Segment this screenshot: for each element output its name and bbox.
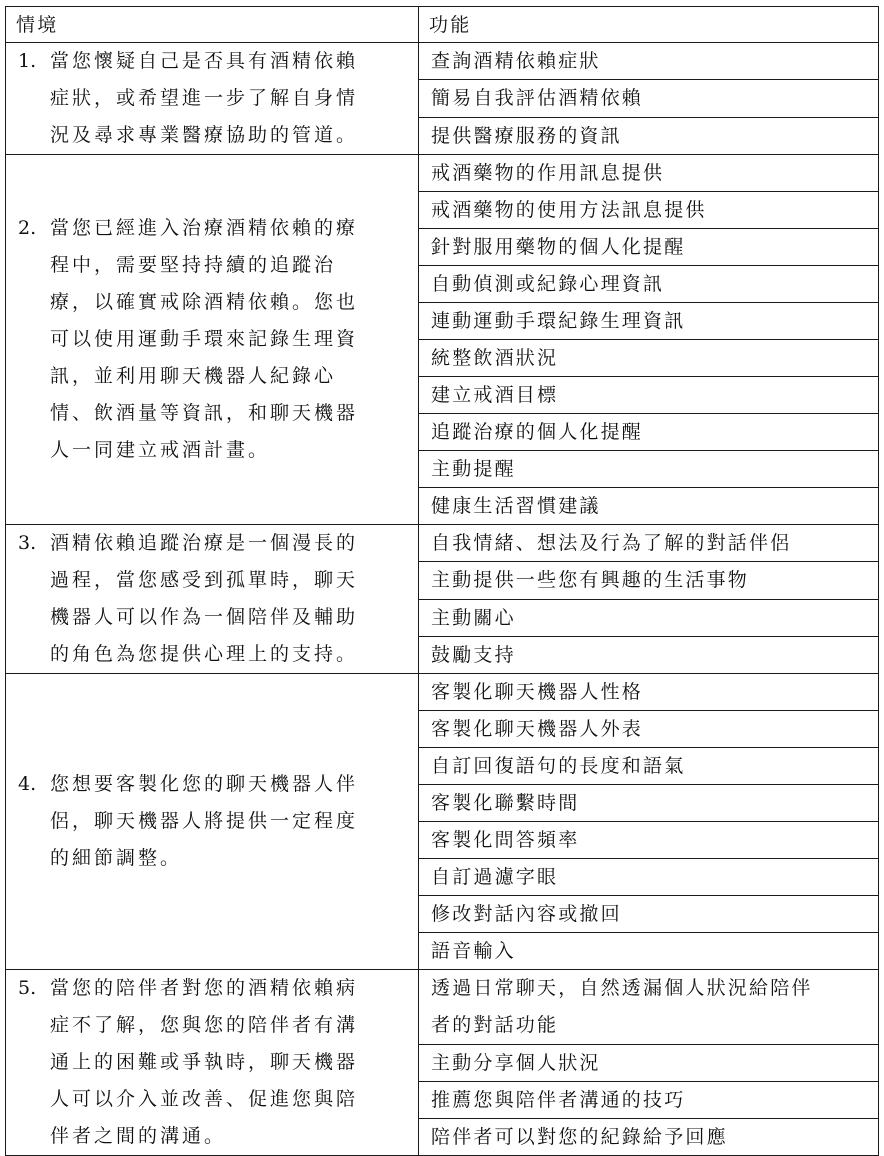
table-row xyxy=(6,674,879,711)
function-cell: 透過日常聊天，自然透漏個人狀況給陪伴 者的對話功能 xyxy=(419,970,879,1045)
function-cell: 客製化聯繫時間 xyxy=(419,785,879,822)
table-row xyxy=(6,43,879,80)
table-row xyxy=(6,155,879,192)
function-cell: 自動偵測或紀錄心理資訊 xyxy=(419,266,879,303)
header-scenario: 情境 xyxy=(6,7,419,43)
function-cell: 主動提供一些您有興趣的生活事物 xyxy=(419,562,879,599)
header-function: 功能 xyxy=(419,7,879,43)
function-cell: 查詢酒精依賴症狀 xyxy=(419,43,879,80)
scenario-number: 2. xyxy=(18,217,37,239)
function-cell: 簡易自我評估酒精依賴 xyxy=(419,80,879,117)
function-cell: 陪伴者可以對您的紀錄給予回應 xyxy=(419,1119,879,1156)
scenario-cell xyxy=(6,674,419,970)
scenario-text: 您想要客製化您的聊天機器人伴 侶，聊天機器人將提供一定程度 的細節調整。 xyxy=(50,773,359,869)
function-cell: 主動提醒 xyxy=(419,451,879,488)
function-cell: 健康生活習慣建議 xyxy=(419,488,879,525)
function-cell: 客製化聊天機器人外表 xyxy=(419,711,879,748)
function-cell: 主動關心 xyxy=(419,599,879,636)
function-cell: 統整飲酒狀況 xyxy=(419,340,879,377)
scenario-number: 4. xyxy=(18,773,37,795)
scenario-cell xyxy=(6,970,419,1156)
scenario-block xyxy=(18,525,406,673)
function-cell: 追蹤治療的個人化提醒 xyxy=(419,414,879,451)
scenario-function-table xyxy=(5,6,879,1156)
function-cell: 修改對話內容或撤回 xyxy=(419,896,879,933)
function-cell: 提供醫療服務的資訊 xyxy=(419,117,879,154)
scenario-cell xyxy=(6,43,419,155)
function-cell: 連動運動手環紀錄生理資訊 xyxy=(419,303,879,340)
scenario-text: 當您懷疑自己是否具有酒精依賴 症狀，或希望進一步了解自身情 況及尋求專業醫療協助的管道。 xyxy=(50,50,359,146)
scenario-number: 1. xyxy=(18,50,37,72)
function-cell: 戒酒藥物的使用方法訊息提供 xyxy=(419,192,879,229)
scenario-number: 5. xyxy=(18,977,37,999)
scenario-block xyxy=(18,766,406,877)
function-cell: 針對服用藥物的個人化提醒 xyxy=(419,229,879,266)
scenario-block xyxy=(18,970,406,1155)
function-cell: 戒酒藥物的作用訊息提供 xyxy=(419,155,879,192)
function-cell: 自訂過濾字眼 xyxy=(419,859,879,896)
function-cell: 建立戒酒目標 xyxy=(419,377,879,414)
table-row xyxy=(6,525,879,562)
table-row xyxy=(6,970,879,1045)
function-cell: 鼓勵支持 xyxy=(419,636,879,673)
scenario-block xyxy=(18,43,406,154)
header-row xyxy=(6,7,879,43)
function-cell: 推薦您與陪伴者溝通的技巧 xyxy=(419,1082,879,1119)
function-cell: 語音輸入 xyxy=(419,933,879,970)
function-cell: 自訂回復語句的長度和語氣 xyxy=(419,748,879,785)
scenario-text: 酒精依賴追蹤治療是一個漫長的 過程，當您感受到孤單時，聊天 機器人可以作為一個陪伴及輔助 的角色為您提供心理上的支持。 xyxy=(50,532,359,665)
scenario-number: 3. xyxy=(18,532,37,554)
function-cell: 客製化問答頻率 xyxy=(419,822,879,859)
table-body xyxy=(6,43,879,1156)
scenario-block xyxy=(18,210,406,469)
scenario-cell xyxy=(6,525,419,674)
scenario-text: 當您的陪伴者對您的酒精依賴病 症不了解，您與您的陪伴者有溝 通上的困難或爭執時，聊天機器 人可以介入並改善、促進您與陪 伴者之間的溝通。 xyxy=(50,977,359,1147)
function-cell: 主動分享個人狀況 xyxy=(419,1045,879,1082)
function-cell: 自我情緒、想法及行為了解的對話伴侶 xyxy=(419,525,879,562)
function-cell: 客製化聊天機器人性格 xyxy=(419,674,879,711)
scenario-cell xyxy=(6,155,419,525)
scenario-text: 當您已經進入治療酒精依賴的療 程中，需要堅持持續的追蹤治 療，以確實戒除酒精依賴。您也 可以使用運動手環來記錄生理資 訊，並利用聊天機器人紀錄心 情、飲酒量等資訊，和聊天機器 人一同建立戒酒計畫。 xyxy=(50,217,359,461)
